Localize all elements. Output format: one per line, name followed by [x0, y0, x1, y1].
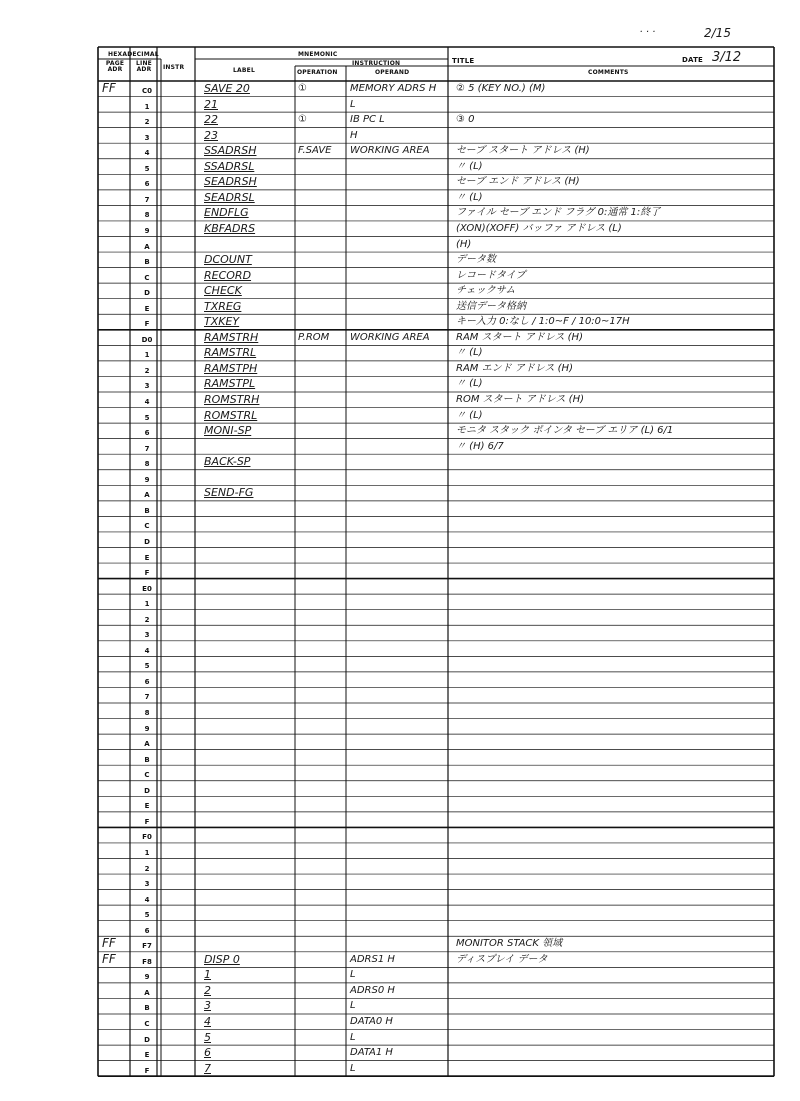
- row-label: SEADRSH: [204, 175, 257, 189]
- row-line-adr: E0: [142, 584, 152, 593]
- row-label: CHECK: [204, 284, 242, 298]
- row-comment: モニタ スタック ポインタ セーブ エリア (L) 6/1: [456, 425, 674, 437]
- header-mnemonic: MNEMONIC: [298, 51, 338, 58]
- row-line-adr: C: [144, 522, 150, 531]
- row-line-adr: 2: [144, 864, 150, 873]
- row-comment: (XON)(XOFF) バッファ アドレス (L): [456, 222, 622, 234]
- row-comment: レコードタイプ: [456, 269, 526, 281]
- row-label: SEADRSL: [204, 190, 255, 204]
- row-comment: RAM エンド アドレス (H): [456, 362, 573, 374]
- row-line-adr: 7: [144, 195, 150, 204]
- row-comment: RAM スタート アドレス (H): [456, 331, 583, 343]
- row-label: TXREG: [204, 299, 242, 313]
- row-label: 5: [204, 1030, 211, 1044]
- row-comment: 〃 (L): [456, 409, 483, 421]
- row-line-adr: 5: [144, 662, 150, 671]
- row-label: SAVE 20: [204, 82, 250, 95]
- row-line-adr: 1: [144, 102, 150, 111]
- row-label: 21: [204, 97, 218, 111]
- row-operand: L: [350, 1031, 356, 1043]
- row-line-adr: D: [144, 289, 150, 298]
- row-line-adr: 1: [144, 351, 150, 360]
- row-line-adr: 4: [144, 895, 150, 904]
- row-label: 7: [204, 1061, 211, 1075]
- row-comment: ROM スタート アドレス (H): [456, 394, 585, 405]
- row-line-adr: 9: [144, 475, 150, 484]
- row-line-adr: A: [144, 740, 150, 749]
- row-operand: DATA1 H: [350, 1047, 393, 1059]
- row-line-adr: 5: [144, 413, 150, 422]
- row-operand: WORKING AREA: [350, 331, 430, 343]
- header-page-adr: PAGE ADR: [105, 60, 125, 73]
- row-label: 4: [204, 1015, 211, 1028]
- row-label: ENDFLG: [204, 206, 249, 220]
- row-operand: ADRS1 H: [350, 953, 395, 965]
- row-label: 3: [204, 999, 211, 1013]
- row-line-adr: 6: [144, 677, 150, 686]
- row-line-adr: 4: [144, 149, 150, 158]
- row-line-adr: A: [144, 491, 150, 500]
- row-line-adr: 3: [144, 880, 150, 889]
- row-label: RECORD: [204, 268, 252, 282]
- row-label: ROMSTRH: [204, 393, 260, 406]
- row-label: ROMSTRL: [204, 408, 258, 422]
- row-label: RAMSTPH: [204, 361, 258, 375]
- row-comment: 〃 (L): [456, 347, 483, 359]
- row-line-adr: 8: [144, 460, 150, 469]
- row-operation: F.SAVE: [298, 145, 332, 157]
- row-page-adr: FF: [102, 81, 116, 95]
- row-line-adr: 2: [144, 366, 150, 375]
- row-operand: MEMORY ADRS H: [350, 83, 437, 94]
- row-label: 6: [204, 1046, 211, 1060]
- row-comment: (H): [456, 238, 472, 250]
- row-comment: ファイル セーブ エンド フラグ 0:通常 1:終了: [456, 207, 661, 219]
- row-label: 22: [204, 113, 218, 127]
- row-comment: 〃 (L): [456, 191, 483, 203]
- header-instruction: INSTRUCTION: [352, 60, 401, 67]
- row-label: SEND-FG: [204, 486, 254, 500]
- row-comment: ② 5 (KEY NO.) (M): [456, 83, 546, 94]
- row-line-adr: 5: [144, 911, 150, 920]
- row-line-adr: 6: [144, 429, 150, 438]
- row-label: MONI-SP: [204, 424, 252, 438]
- row-label: BACK-SP: [204, 455, 251, 469]
- row-line-adr: 3: [144, 382, 150, 391]
- row-line-adr: 7: [144, 444, 150, 453]
- row-line-adr: D0: [141, 335, 153, 344]
- row-operand: L: [350, 1000, 356, 1012]
- header-operation: OPERATION: [297, 69, 338, 76]
- row-line-adr: 7: [144, 693, 150, 702]
- row-line-adr: F: [144, 1066, 150, 1075]
- row-line-adr: D: [144, 537, 150, 546]
- row-line-adr: 9: [144, 724, 150, 733]
- header-instr: INSTR: [163, 64, 185, 71]
- row-line-adr: F7: [142, 942, 152, 951]
- row-label: DISP 0: [204, 952, 240, 966]
- row-comment: セーブ エンド アドレス (H): [456, 176, 580, 188]
- row-line-adr: C: [144, 771, 150, 780]
- corner-marks: . . .: [640, 24, 656, 35]
- row-line-adr: F: [144, 817, 150, 826]
- header-comments: COMMENTS: [588, 69, 629, 76]
- row-line-adr: 5: [144, 164, 150, 173]
- row-label: RAMSTPL: [204, 377, 256, 391]
- row-label: RAMSTRH: [204, 330, 259, 344]
- row-comment: MONITOR STACK 領域: [456, 938, 563, 950]
- row-line-adr: 6: [144, 926, 150, 935]
- row-operand: DATA0 H: [350, 1016, 393, 1027]
- row-operand: L: [350, 1062, 356, 1074]
- row-line-adr: 8: [144, 211, 150, 220]
- row-comment: チェックサム: [456, 285, 516, 297]
- row-operand: ADRS0 H: [350, 984, 395, 996]
- row-line-adr: C0: [141, 87, 152, 95]
- header-operand: OPERAND: [375, 69, 410, 76]
- row-label: SSADRSL: [204, 159, 255, 173]
- row-operation: P.ROM: [298, 331, 330, 343]
- row-comment: 〃 (L): [456, 378, 483, 390]
- row-line-adr: F: [144, 569, 150, 578]
- row-label: 2: [204, 983, 211, 997]
- row-label: RAMSTRL: [204, 346, 257, 360]
- header-title: TITLE: [452, 57, 475, 65]
- row-line-adr: 2: [144, 118, 150, 127]
- row-comment: セーブ スタート アドレス (H): [456, 145, 590, 157]
- row-line-adr: F: [144, 320, 150, 329]
- row-line-adr: 3: [144, 133, 150, 142]
- row-line-adr: A: [144, 242, 150, 251]
- row-label: SSADRSH: [204, 144, 257, 158]
- row-line-adr: F8: [142, 957, 152, 966]
- row-line-adr: B: [144, 506, 150, 515]
- row-line-adr: 3: [144, 631, 150, 640]
- row-line-adr: C: [144, 273, 150, 282]
- row-line-adr: 9: [144, 226, 150, 235]
- header-date-value: 3/12: [712, 50, 742, 65]
- row-comment: 〃 (L): [456, 160, 483, 172]
- row-line-adr: B: [144, 1004, 150, 1013]
- row-operand: L: [350, 969, 356, 981]
- row-operand: H: [350, 129, 358, 141]
- row-line-adr: 8: [144, 709, 150, 717]
- row-line-adr: 6: [144, 180, 150, 189]
- row-label: TXKEY: [204, 315, 240, 329]
- row-comment: データ数: [456, 254, 496, 266]
- row-comment: ディスプレイ データ: [456, 953, 548, 965]
- row-line-adr: B: [144, 755, 150, 764]
- header-hexadecimal: HEXADECIMAL: [108, 51, 159, 58]
- row-operand: L: [350, 98, 356, 110]
- page-number: 2/15: [704, 26, 731, 40]
- row-line-adr: 4: [144, 646, 150, 655]
- row-line-adr: 1: [144, 848, 150, 857]
- header-date-label: DATE: [682, 56, 704, 64]
- row-label: 23: [204, 128, 218, 142]
- row-line-adr: D: [144, 1035, 150, 1044]
- row-line-adr: E: [144, 304, 150, 313]
- row-page-adr: FF: [102, 951, 116, 966]
- row-line-adr: E: [144, 1051, 150, 1060]
- row-operand: WORKING AREA: [350, 145, 430, 157]
- header-line-adr: LINE ADR: [136, 60, 152, 73]
- row-line-adr: D: [144, 786, 150, 795]
- row-comment: キー入力 0:なし / 1:0~F / 10:0~17H: [456, 316, 630, 328]
- header-label: LABEL: [233, 67, 255, 74]
- row-comment: 送信データ格納: [456, 300, 526, 312]
- row-operation: ①: [298, 114, 307, 126]
- row-line-adr: A: [144, 988, 150, 997]
- row-line-adr: 2: [144, 615, 150, 624]
- row-line-adr: C: [144, 1020, 150, 1028]
- row-label: DCOUNT: [204, 253, 252, 267]
- row-line-adr: F0: [142, 833, 152, 842]
- row-comment: 〃 (H) 6/7: [456, 440, 504, 452]
- row-line-adr: E: [144, 802, 150, 811]
- row-line-adr: B: [144, 258, 150, 267]
- row-label: KBFADRS: [204, 221, 256, 235]
- row-line-adr: 4: [144, 398, 150, 406]
- row-label: 1: [204, 968, 211, 982]
- row-operand: IB PC L: [350, 114, 385, 126]
- row-line-adr: 9: [144, 973, 150, 982]
- row-line-adr: E: [144, 553, 150, 562]
- row-operation: ①: [298, 83, 307, 94]
- row-line-adr: 1: [144, 600, 150, 609]
- row-page-adr: FF: [102, 936, 116, 951]
- row-comment: ③ 0: [456, 114, 475, 126]
